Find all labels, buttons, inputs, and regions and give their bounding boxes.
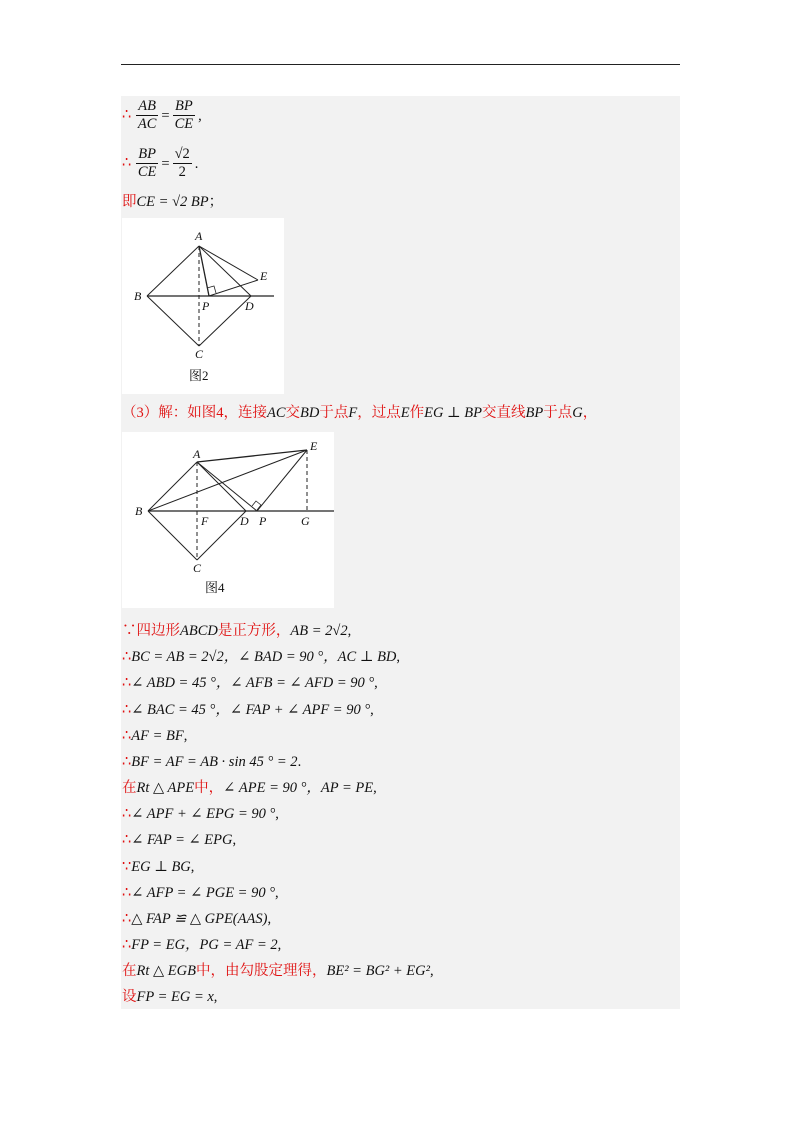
proof-line: ∴∠ FAP = ∠ EPG, xyxy=(122,832,237,848)
label-e: E xyxy=(260,269,268,283)
proof-line: ∴∠ AFP = ∠ PGE = 90 °, xyxy=(122,885,279,901)
label-e: E xyxy=(310,439,318,453)
label-c: C xyxy=(195,347,204,361)
solution-panel xyxy=(121,96,680,1009)
label-c: C xyxy=(193,561,202,575)
figure-4-diagram xyxy=(122,432,334,608)
header-rule xyxy=(121,64,680,65)
figure-4-caption: 图4 xyxy=(205,580,225,595)
proof-line: ∴∠ APF + ∠ EPG = 90 °, xyxy=(122,806,279,822)
label-a: A xyxy=(193,447,201,461)
label-g: G xyxy=(301,514,310,528)
label-p: P xyxy=(259,514,267,528)
proof-line: 在Rt △ EGB中，由勾股定理得，BE² = BG² + EG², xyxy=(122,963,434,979)
label-d: D xyxy=(240,514,249,528)
proof-line: ∵EG ⊥ BG, xyxy=(122,859,195,875)
figure-4 xyxy=(122,432,334,608)
proof-line: 设FP = EG = x, xyxy=(122,989,218,1005)
figure-2-caption: 图2 xyxy=(189,368,209,383)
ratio-line-2: ∴ $\frac{BP}{CE}$ = $\frac{√2}{2}$ . xyxy=(122,146,199,180)
label-d: D xyxy=(245,299,254,313)
ratio-line-1: ∴ $\frac{AB}{AC}$ = $\frac{BP}{CE}$ , xyxy=(122,98,202,132)
label-b: B xyxy=(135,504,143,518)
proof-line: 在Rt △ APE中，∠ APE = 90 °，AP = PE, xyxy=(122,780,377,796)
fraction-sqrt2-2: $\frac{√2}{2}$ xyxy=(174,146,190,180)
proof-line: ∴BC = AB = 2√2，∠ BAD = 90 °，AC ⊥ BD, xyxy=(122,649,401,665)
proof-line: ∴BF = AF = AB · sin 45 ° = 2. xyxy=(122,754,302,770)
fraction-ab-ac: $\frac{AB}{AC}$ xyxy=(137,98,157,132)
label-a: A xyxy=(195,229,203,243)
fraction-bp-ce: $\frac{BP}{CE}$ xyxy=(174,98,194,132)
proof-line: ∴FP = EG，PG = AF = 2, xyxy=(122,937,282,953)
proof-line: ∵四边形ABCD是正方形，AB = 2√2, xyxy=(122,623,352,639)
proof-line: ∴AF = BF, xyxy=(122,728,188,744)
label-p: P xyxy=(202,299,210,313)
label-f: F xyxy=(201,514,209,528)
fraction-bp-ce: $\frac{BP}{CE}$ xyxy=(137,146,157,180)
proof-line: ∴∠ ABD = 45 °，∠ AFB = ∠ AFD = 90 °, xyxy=(122,675,378,691)
conclusion-line: 即CE = √2 BP； xyxy=(122,194,224,210)
label-b: B xyxy=(134,289,142,303)
step-3-intro: （3）解：如图4，连接AC交BD于点F，过点E作EG ⊥ BP交直线BP于点G， xyxy=(122,405,598,421)
proof-line: ∴△ FAP ≌ △ GPE(AAS), xyxy=(122,911,272,927)
proof-line: ∴∠ BAC = 45 °，∠ FAP + ∠ APF = 90 °, xyxy=(122,702,374,718)
figure-2 xyxy=(122,218,284,394)
figure-2-diagram xyxy=(122,218,284,394)
